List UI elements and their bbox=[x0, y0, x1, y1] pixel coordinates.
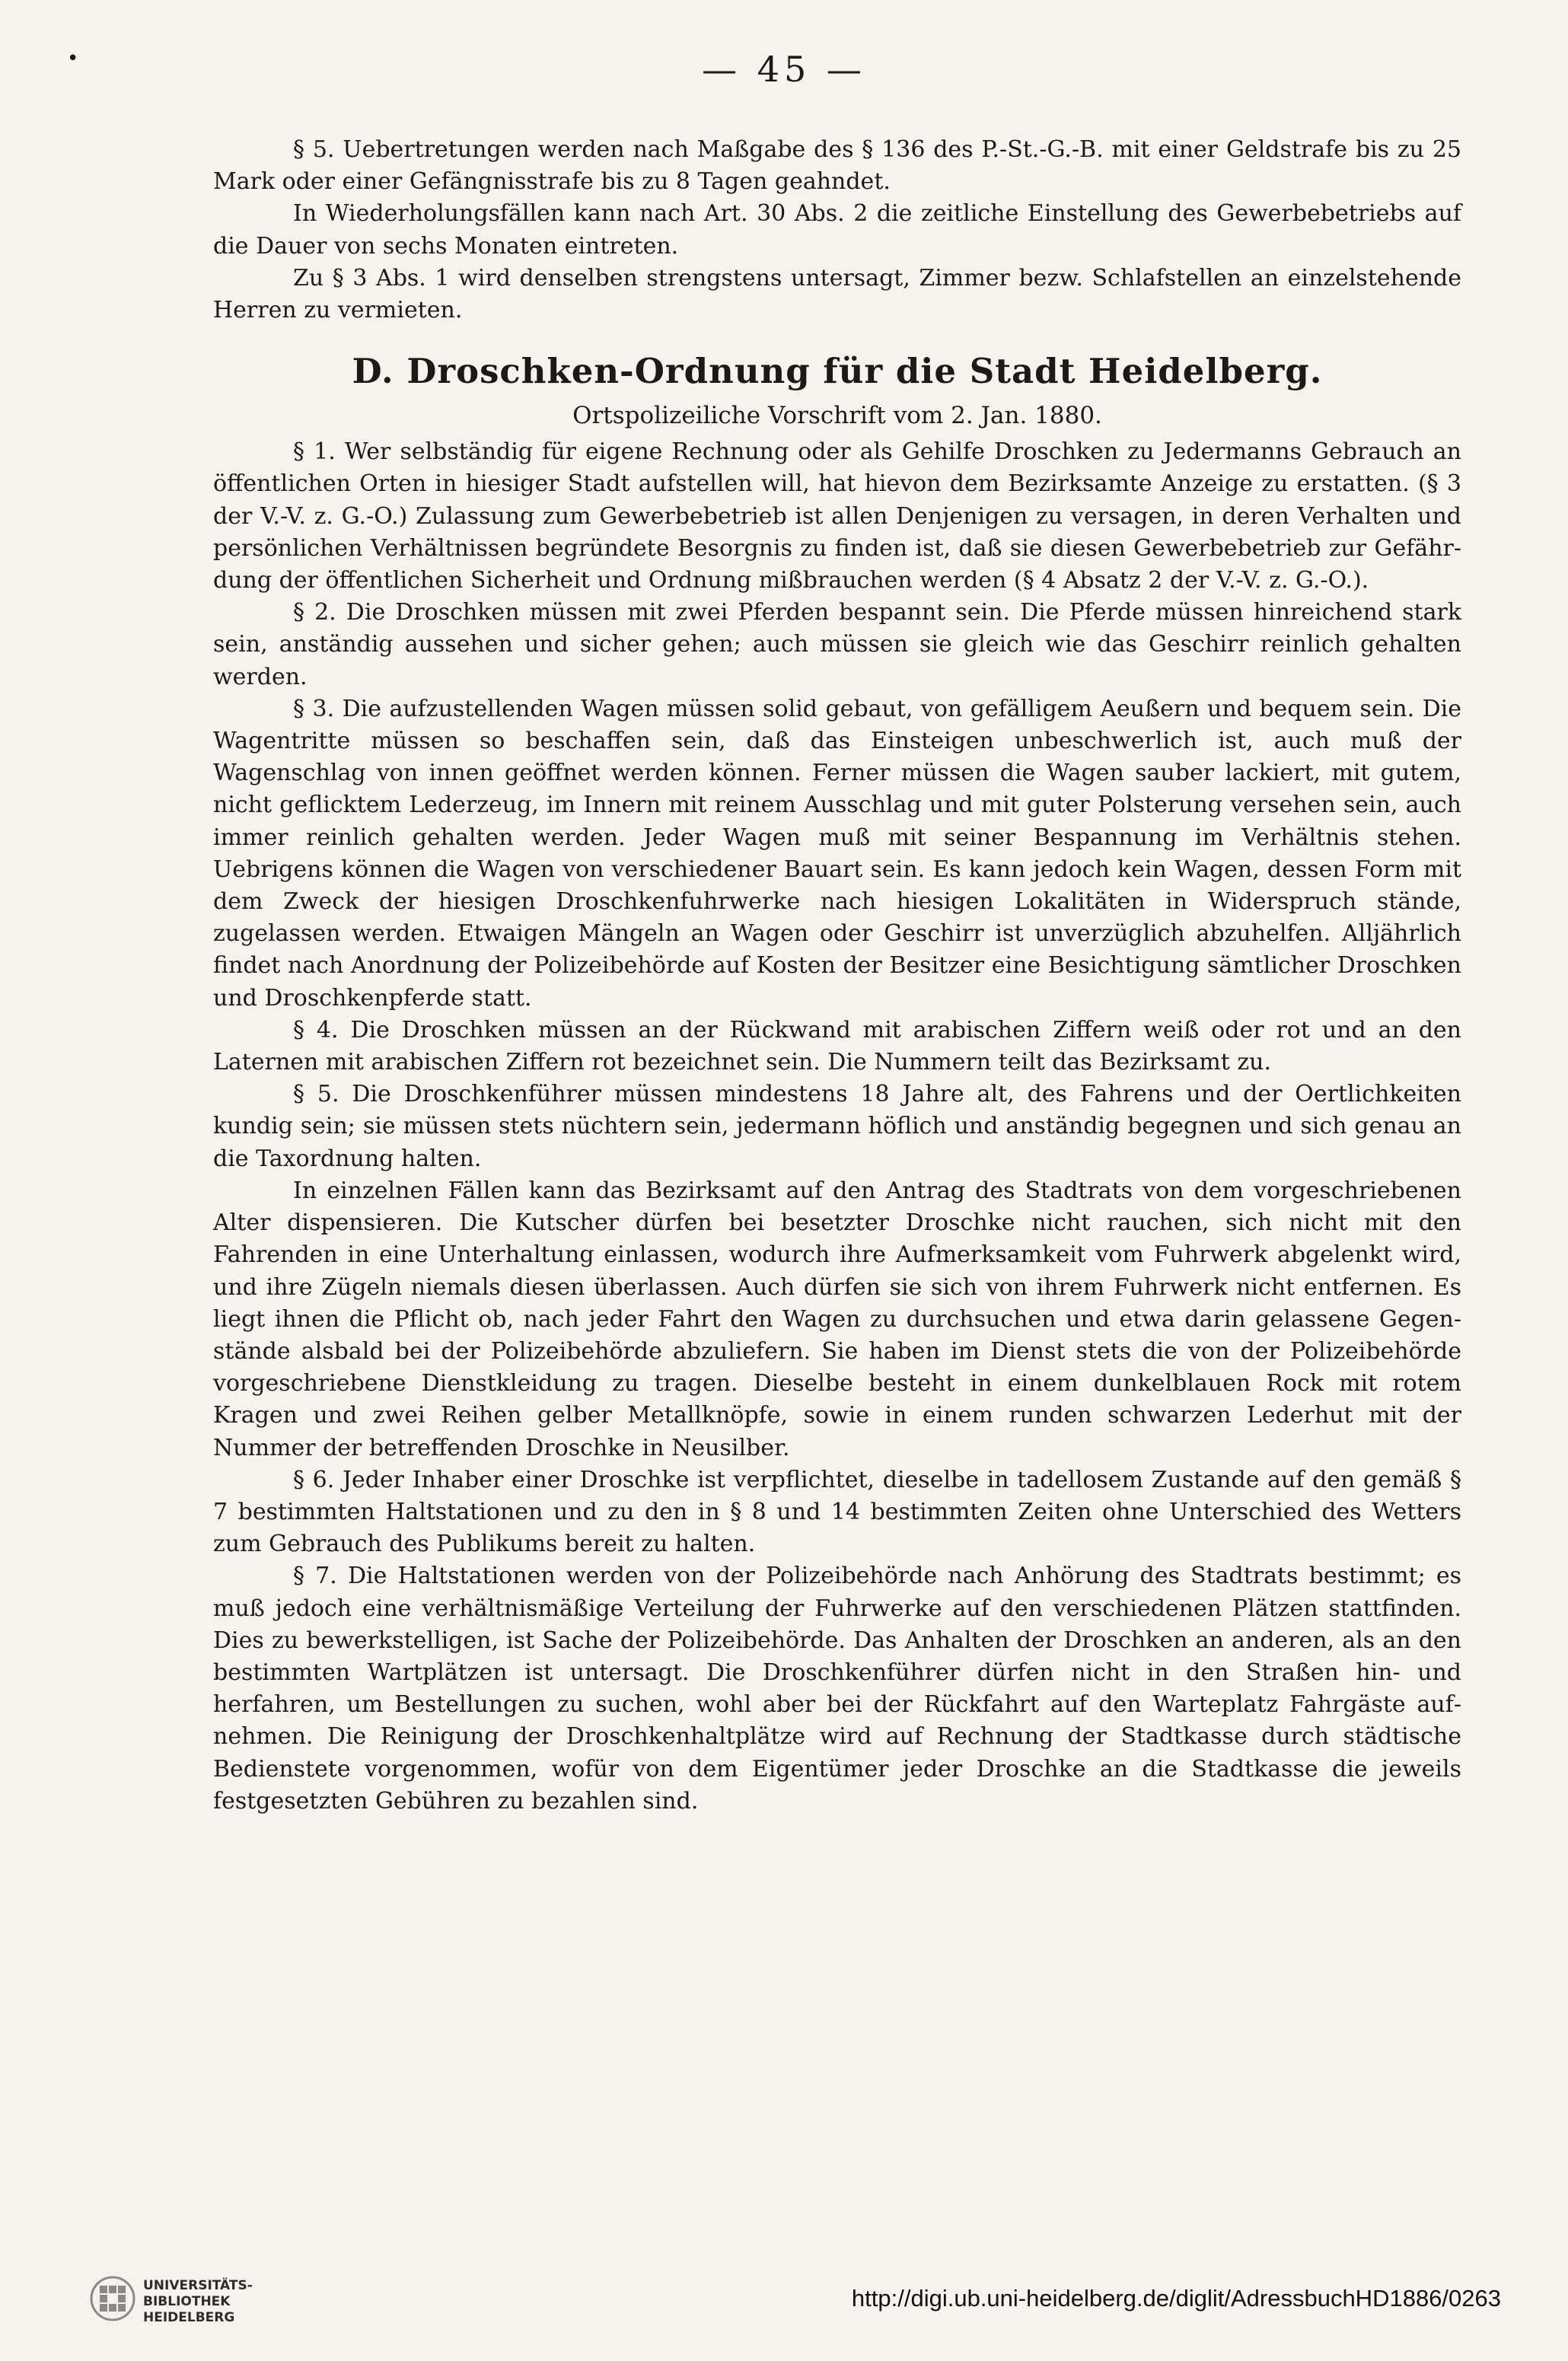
paragraph-wiederholung: In Wiederholungsfällen kann nach Art. 30 Abs. 2 die zeitliche Einstellung des Gewerbebetriebs auf die Dauer von sechs Monaten eintreten. bbox=[213, 200, 1461, 260]
library-name-line: UNIVERSITÄTS- bbox=[143, 2278, 253, 2293]
paragraph-zimmer: Zu § 3 Abs. 1 wird denselben strengstens untersagt, Zimmer bezw. Schlafstellen an einzelstehende Herren zu vermieten. bbox=[213, 264, 1461, 324]
paragraph-section-6: § 6. Jeder Inhaber einer Droschke ist verpflichtet, dieselbe in tadellosem Zustande auf den gemäß § 7 bestimmten Haltstationen und zu den in § 8 und 14 bestimmten Zeiten ohne Unterschied des Wetters zum Gebrauch des Publikums bereit zu halten. bbox=[213, 1466, 1461, 1558]
section-subtitle: Ortspolizeiliche Vorschrift vom 2. Jan. 1880. bbox=[572, 402, 1102, 430]
paragraph-section-2: § 2. Die Droschken müssen mit zwei Pferden bespannt sein. Die Pferde müssen hinreichend stark sein, anständig aussehen und sicher gehen; auch müssen sie gleich wie das Geschirr reinlich gehalten werden. bbox=[213, 599, 1461, 690]
page-number: — 45 — bbox=[702, 49, 866, 90]
paragraph-section-5: § 5. Die Droschkenführer müssen mindestens 18 Jahre alt, des Fahrens und der Oertlichkeiten kundig sein; sie müssen stets nüchtern sein, jedermann höflich und anständig begegnen und sich genau an die Taxordnung halten. bbox=[213, 1081, 1461, 1172]
paragraph-section-1: § 1. Wer selbständig für eigene Rechnung oder als Gehilfe Droschken zu Jedermanns Gebrauch an öffentlichen Orten in hiesiger Stadt aufstellen will, hat hievon dem Bezirksamte Anzeige zu erstatten. (§ 3 der V.-V. z. G.-O.) Zulassung zum Gewerbebetrieb ist allen Denjenigen zu versagen, in deren Verhalten und persönlichen Verhältnissen begründete Besorgnis zu finden ist, daß sie diesen Gewerbebetrieb zur Gefährdung der öffentlichen Sicherheit und Ordnung mißbrauchen werden (§ 4 Absatz 2 der V.-V. z. G.-O.). bbox=[213, 438, 1461, 594]
footer bbox=[0, 2253, 1568, 2361]
university-library-logo-icon bbox=[90, 2276, 135, 2321]
source-url: http://digi.ub.uni-heidelberg.de/diglit/AdressbuchHD1886/0263 bbox=[851, 2285, 1501, 2312]
paragraph-section-7: § 7. Die Haltstationen werden von der Polizeibehörde nach Anhörung des Stadtrats bestimmt; es muß jedoch eine verhältnismäßige Verteilung der Fuhrwerke auf den verschiedenen Plätzen stattfinden. Dies zu bewerkstelligen, ist Sache der Polizeibehörde. Das Anhalten der Droschken an anderen, als an den bestimmten Wartplätzen ist untersagt. Die Droschkenführer dürfen nicht in den Straßen hin- und herfahren, um Bestellungen zu suchen, wohl aber bei der Rückfahrt auf den Warteplatz Fahrgäste aufnehmen. Die Reinigung der Droschkenhaltplätze wird auf Rechnung der Stadtkasse durch städtische Bedienstete vorgenommen, wofür von dem Eigentümer jeder Droschke an die Stadtkasse die jeweils festgesetzten Gebühren zu bezahlen sind. bbox=[213, 1563, 1461, 1815]
paragraph-section-3: § 3. Die aufzustellenden Wagen müssen solid gebaut, von gefälligem Aeußern und bequem sein. Die Wagentritte müssen so beschaffen sein, daß das Einsteigen unbeschwerlich ist, auch muß der Wagenschlag von innen geöffnet werden können. Ferner müssen die Wagen sauber lackiert, mit gutem, nicht geflicktem Lederzeug, im Innern mit reinem Ausschlag und mit guter Polsterung versehen sein, auch immer reinlich gehalten werden. Jeder Wagen muß mit seiner Bespannung im Verhältnis stehen. Uebrigens können die Wagen von verschiedener Bauart sein. Es kann jedoch kein Wagen, dessen Form mit dem Zweck der hiesigen Droschkenfuhrwerke nach hiesigen Lokalitäten in Widerspruch stände, zugelassen werden. Etwaigen Mängeln an Wagen oder Geschirr ist unverzüglich abzuhelfen. Alljährlich findet nach Anordnung der Polizeibehörde auf Kosten der Besitzer eine Besichtigung sämtlicher Droschken und Droschkenpferde statt. bbox=[213, 695, 1461, 1012]
paragraph-ubertretungen: § 5. Uebertretungen werden nach Maßgabe des § 136 des P.-St.-G.-B. mit einer Geldstrafe bis zu 25 Mark oder einer Gefängnisstrafe bis zu 8 Tagen geahndet. bbox=[213, 136, 1461, 196]
library-name-line: HEIDELBERG bbox=[143, 2310, 235, 2325]
section-heading: D. Droschken-Ordnung für die Stadt Heidelberg. bbox=[352, 351, 1323, 392]
library-name-line: BIBLIOTHEK bbox=[143, 2294, 231, 2309]
library-name bbox=[143, 2278, 253, 2326]
corner-mark: • bbox=[67, 47, 79, 70]
body-text bbox=[213, 134, 1461, 1818]
paragraph-section-4: § 4. Die Droschken müssen an der Rückwand mit arabischen Ziffern weiß oder rot und an den Laternen mit arabischen Ziffern rot bezeichnet sein. Die Nummern teilt das Bezirksamt zu. bbox=[213, 1016, 1461, 1076]
paragraph-section-5-continued: In einzelnen Fällen kann das Bezirksamt auf den Antrag des Stadtrats von dem vorgeschriebenen Alter dispensieren. Die Kutscher dürfen bei besetzter Droschke nicht rauchen, sich nicht mit den Fahrenden in eine Unterhaltung einlassen, wodurch ihre Aufmerksamkeit vom Fuhrwerk abgelenkt wird, und ihre Zügeln niemals diesen überlassen. Auch dürfen sie sich von ihrem Fuhrwerk nicht entfernen. Es liegt ihnen die Pflicht ob, nach jeder Fahrt den Wagen zu durchsuchen und etwa darin gelassene Gegenstände alsbald bei der Polizeibehörde abzuliefern. Sie haben im Dienst stets die von der Polizeibehörde vorgeschriebene Dienstkleidung zu tragen. Dieselbe besteht in einem dunkelblauen Rock mit rotem Kragen und zwei Reihen gelber Metallknöpfe, sowie in einem runden schwarzen Lederhut mit der Nummer der betreffenden Droschke in Neusilber. bbox=[213, 1177, 1461, 1461]
